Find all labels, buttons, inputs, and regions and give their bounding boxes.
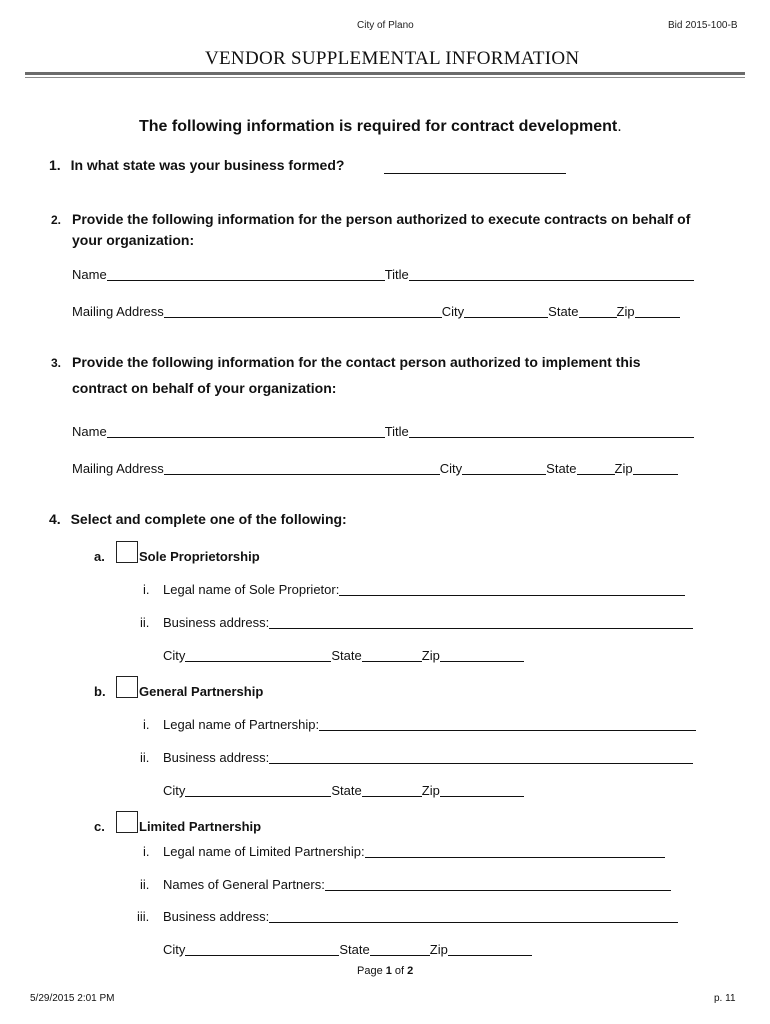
page-current: 1: [385, 965, 392, 977]
a-state-field[interactable]: [362, 650, 422, 662]
question-1: [49, 157, 344, 173]
a-business-address-row: [163, 615, 693, 630]
a-zip-field[interactable]: [440, 650, 524, 662]
q2-name-row: [72, 267, 694, 282]
b-city-field[interactable]: [185, 785, 331, 797]
zip-label: Zip: [421, 783, 440, 798]
header-city: City of Plano: [357, 20, 414, 31]
title-rule-thin: [25, 77, 745, 78]
legal-name-sole-label: Legal name of Sole Proprietor:: [163, 582, 340, 597]
q2-address-row: [72, 304, 680, 319]
state-label: State: [339, 942, 370, 957]
q3-title-field[interactable]: [409, 426, 694, 438]
page-total: 2: [407, 965, 414, 977]
general-partners-label: Names of General Partners:: [163, 877, 325, 892]
business-address-label: Business address:: [163, 750, 270, 765]
state-label: State: [331, 648, 362, 663]
intro-text: The following information is required for contract development.: [139, 118, 622, 135]
c-roman-ii: ii.: [140, 877, 150, 892]
business-address-label: Business address:: [163, 909, 270, 924]
q2-mailing-field[interactable]: [164, 306, 442, 318]
option-a-letter: a.: [94, 549, 105, 564]
title-label: Title: [384, 267, 409, 282]
general-partnership-label: General Partnership: [139, 684, 264, 699]
question-4: [49, 511, 347, 527]
b-state-field[interactable]: [362, 785, 422, 797]
footer-page-ref: p. 11: [714, 993, 736, 1004]
mailing-address-label: Mailing Address: [72, 461, 164, 476]
a-city-field[interactable]: [185, 650, 331, 662]
legal-name-limited-field[interactable]: [365, 846, 665, 858]
zip-label: Zip: [616, 304, 635, 319]
zip-label: Zip: [614, 461, 633, 476]
question-1-text: In what state was your business formed?: [70, 157, 345, 173]
b-roman-i: i.: [143, 717, 150, 732]
page-of: of: [391, 965, 408, 977]
a-roman-i: i.: [143, 582, 150, 597]
state-formed-field[interactable]: [384, 160, 566, 174]
legal-name-limited-label: Legal name of Limited Partnership:: [163, 844, 365, 859]
a-city-row: [163, 648, 524, 663]
city-label: City: [439, 461, 463, 476]
q2-name-field[interactable]: [107, 269, 385, 281]
page-prefix: Page: [357, 965, 386, 977]
legal-name-partnership-field[interactable]: [319, 719, 696, 731]
limited-partnership-label: Limited Partnership: [139, 819, 262, 834]
q2-title-field[interactable]: [409, 269, 694, 281]
limited-partnership-checkbox[interactable]: [116, 811, 138, 833]
c-roman-iii: iii.: [137, 909, 150, 924]
question-2-line1: Provide the following information for the person authorized to execute contracts on behalf of: [72, 211, 691, 227]
b-legal-name-row: [163, 717, 696, 732]
title-label: Title: [384, 424, 409, 439]
page-title: VENDOR SUPPLEMENTAL INFORMATION: [205, 48, 580, 69]
sole-proprietorship-checkbox[interactable]: [116, 541, 138, 563]
legal-name-sole-field[interactable]: [339, 584, 685, 596]
c-city-row: [163, 942, 532, 957]
title-rule: [25, 72, 745, 75]
sole-proprietorship-label: Sole Proprietorship: [139, 549, 260, 564]
option-c-letter: c.: [94, 819, 105, 834]
name-label: Name: [72, 424, 107, 439]
c-zip-field[interactable]: [448, 944, 532, 956]
c-city-field[interactable]: [185, 944, 339, 956]
question-2-line2: your organization:: [72, 232, 195, 248]
state-label: State: [548, 304, 579, 319]
question-1-number: 1.: [49, 157, 61, 173]
question-4-number: 4.: [49, 511, 61, 527]
b-business-address-row: [163, 750, 693, 765]
business-address-label: Business address:: [163, 615, 270, 630]
c-state-field[interactable]: [370, 944, 430, 956]
c-roman-i: i.: [143, 844, 150, 859]
city-label: City: [441, 304, 465, 319]
option-b-letter: b.: [94, 684, 106, 699]
city-label: City: [163, 648, 186, 663]
city-label: City: [163, 783, 186, 798]
a-roman-ii: ii.: [140, 615, 150, 630]
question-4-text: Select and complete one of the following:: [70, 511, 347, 527]
footer-timestamp: 5/29/2015 2:01 PM: [30, 993, 115, 1004]
general-partners-field[interactable]: [325, 879, 671, 891]
question-3-number: 3.: [51, 356, 62, 370]
page-indicator: [357, 965, 413, 977]
c-general-partners-row: [163, 877, 671, 892]
name-label: Name: [72, 267, 107, 282]
c-business-address-row: [163, 909, 678, 924]
mailing-address-label: Mailing Address: [72, 304, 164, 319]
zip-label: Zip: [421, 648, 440, 663]
b-business-address-field[interactable]: [269, 752, 693, 764]
b-zip-field[interactable]: [440, 785, 524, 797]
header-bid-number: Bid 2015-100-B: [668, 20, 738, 31]
q2-state-field[interactable]: [579, 306, 617, 318]
c-legal-name-row: [163, 844, 665, 859]
question-3-line2: contract on behalf of your organization:: [72, 380, 337, 396]
q3-address-row: [72, 461, 678, 476]
b-city-row: [163, 783, 524, 798]
q3-name-row: [72, 424, 694, 439]
a-legal-name-row: [163, 582, 685, 597]
q2-city-field[interactable]: [464, 306, 548, 318]
zip-label: Zip: [429, 942, 448, 957]
c-business-address-field[interactable]: [269, 911, 678, 923]
question-2-number: 2.: [51, 213, 62, 227]
q3-city-field[interactable]: [462, 463, 546, 475]
question-3-line1: Provide the following information for the contact person authorized to implement this: [72, 354, 641, 370]
state-label: State: [546, 461, 577, 476]
general-partnership-checkbox[interactable]: [116, 676, 138, 698]
q3-name-field[interactable]: [107, 426, 385, 438]
a-business-address-field[interactable]: [269, 617, 693, 629]
state-label: State: [331, 783, 362, 798]
q2-zip-field[interactable]: [635, 306, 680, 318]
b-roman-ii: ii.: [140, 750, 150, 765]
q3-zip-field[interactable]: [633, 463, 678, 475]
legal-name-partnership-label: Legal name of Partnership:: [163, 717, 320, 732]
city-label: City: [163, 942, 186, 957]
q3-mailing-field[interactable]: [164, 463, 440, 475]
q3-state-field[interactable]: [577, 463, 615, 475]
